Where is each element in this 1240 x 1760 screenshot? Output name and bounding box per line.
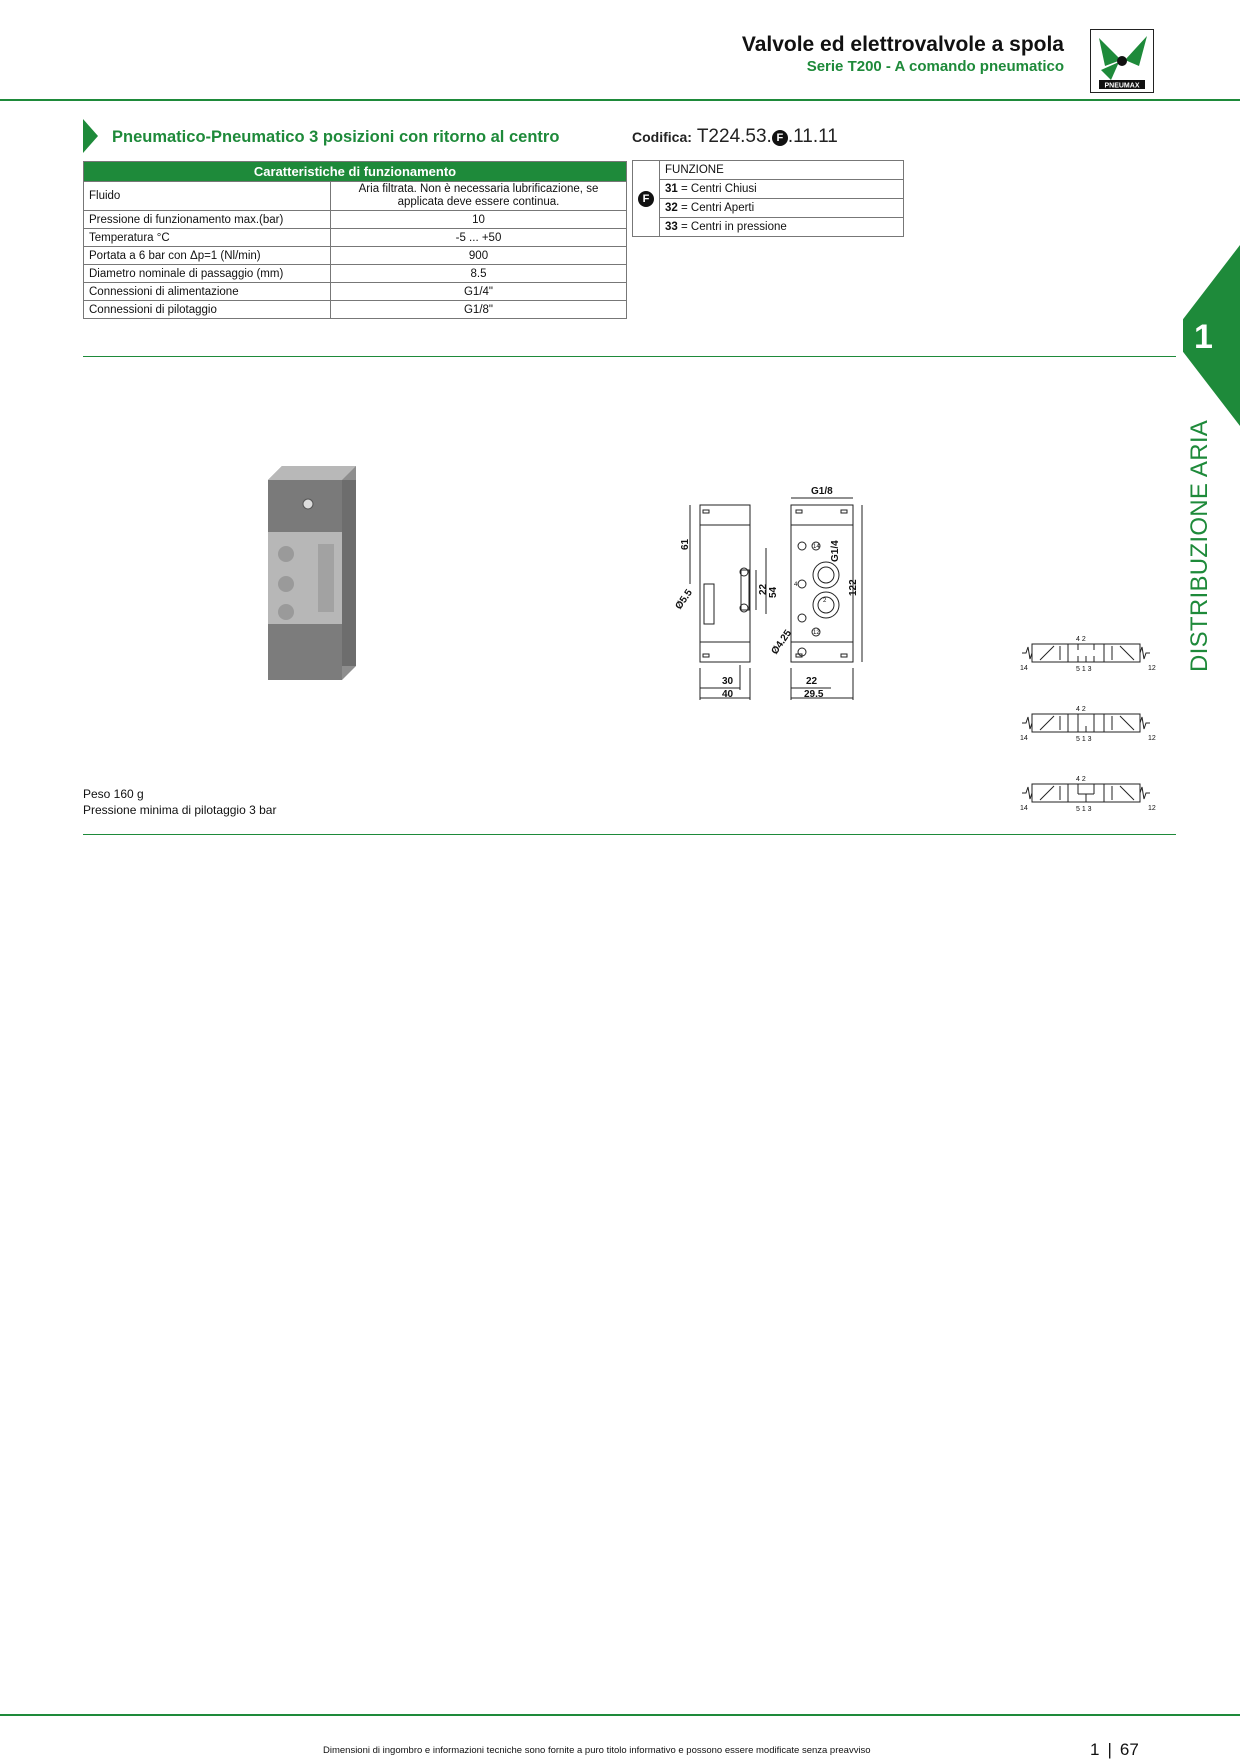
spec-label: Portata a 6 bar con Δp=1 (Nl/min) xyxy=(84,247,331,265)
symbol-port-bottom: 5 1 3 xyxy=(1076,666,1092,673)
function-table xyxy=(632,160,904,237)
hole-label: Ø5.5 xyxy=(673,587,695,612)
port-label: 12 xyxy=(813,630,820,636)
spec-label: Fluido xyxy=(84,182,331,211)
table-row xyxy=(633,218,904,237)
port-label: 2 xyxy=(823,598,827,604)
symbol-port-top: 4 2 xyxy=(1076,636,1086,643)
table-row xyxy=(84,283,627,301)
port-label: 4 xyxy=(794,582,798,588)
symbol-port-right: 12 xyxy=(1148,805,1156,812)
drawing-label-port: G1/4 xyxy=(830,540,841,562)
spec-value: G1/4" xyxy=(331,283,627,301)
dim-label: 122 xyxy=(848,579,859,596)
weight-note: Peso 160 g xyxy=(83,787,144,801)
spec-value: -5 ... +50 xyxy=(331,229,627,247)
section-title: Pneumatico-Pneumatico 3 posizioni con ritorno al centro xyxy=(112,128,560,146)
table-row xyxy=(84,211,627,229)
footer-rule xyxy=(0,1714,1240,1716)
drawing-label-pilot: G1/8 xyxy=(811,486,833,497)
table-row xyxy=(633,199,904,218)
hole-label: Ø4.25 xyxy=(769,628,795,657)
chapter-label: DISTRIBUZIONE ARIA xyxy=(1186,419,1213,672)
dim-label: 22 xyxy=(806,676,818,687)
function-header: FUNZIONE xyxy=(660,161,904,180)
spec-value: G1/8" xyxy=(331,301,627,319)
code-label: Codifica: xyxy=(632,129,692,145)
symbol-port-left: 14 xyxy=(1020,665,1028,672)
function-text: = Centri Aperti xyxy=(677,202,755,214)
pilot-pressure-note: Pressione minima di pilotaggio 3 bar xyxy=(83,803,277,817)
footer-page: 67 xyxy=(1119,1740,1139,1759)
spec-value: Aria filtrata. Non è necessaria lubrificazione, se applicata deve essere continua. xyxy=(331,182,627,211)
dim-label: 22 xyxy=(758,583,769,595)
dim-label: 29.5 xyxy=(804,689,824,700)
table-row xyxy=(84,182,627,211)
code-marker-icon: F xyxy=(772,130,788,146)
characteristics-table xyxy=(83,161,627,319)
spec-value: 10 xyxy=(331,211,627,229)
symbol-port-right: 12 xyxy=(1148,665,1156,672)
logo-text: PNEUMAX xyxy=(1104,82,1140,90)
dim-label: 40 xyxy=(722,689,734,700)
function-code: 33 xyxy=(665,221,678,233)
function-marker-cell xyxy=(633,161,660,237)
symbol-port-bottom: 5 1 3 xyxy=(1076,736,1092,743)
symbol-port-right: 12 xyxy=(1148,735,1156,742)
symbol-port-top: 4 2 xyxy=(1076,776,1086,783)
page-number: 1 | 67 xyxy=(1090,1740,1139,1759)
section-divider xyxy=(83,356,1176,357)
page-subtitle: Serie T200 - A comando pneumatico xyxy=(806,58,1064,75)
spec-label: Diametro nominale di passaggio (mm) xyxy=(84,265,331,283)
footer-disclaimer: Dimensioni di ingombro e informazioni tecniche sono fornite a puro titolo informativo e possono essere modificate senza preavviso xyxy=(323,1745,871,1756)
dim-label: 54 xyxy=(768,586,779,598)
spec-value: 900 xyxy=(331,247,627,265)
valve-product-image xyxy=(268,466,356,680)
ordering-code xyxy=(632,126,838,148)
section-divider xyxy=(83,834,1176,835)
symbol-pressure-centers xyxy=(1020,772,1160,825)
symbol-port-top: 4 2 xyxy=(1076,706,1086,713)
function-marker-icon: F xyxy=(638,191,654,207)
table-row xyxy=(84,265,627,283)
characteristics-header: Caratteristiche di funzionamento xyxy=(84,162,627,182)
symbol-port-bottom: 5 1 3 xyxy=(1076,806,1092,813)
footer-chapter: 1 xyxy=(1090,1740,1100,1759)
spec-label: Connessioni di alimentazione xyxy=(84,283,331,301)
spec-label: Pressione di funzionamento max.(bar) xyxy=(84,211,331,229)
function-text: = Centri in pressione xyxy=(677,221,787,233)
table-row xyxy=(84,301,627,319)
dimension-drawing xyxy=(666,480,876,708)
function-code: 32 xyxy=(665,202,678,214)
symbol-port-left: 14 xyxy=(1020,805,1028,812)
table-row xyxy=(84,247,627,265)
spec-label: Temperatura °C xyxy=(84,229,331,247)
pneumax-logo xyxy=(1090,29,1154,93)
function-code: 31 xyxy=(665,183,678,195)
function-text: = Centri Chiusi xyxy=(677,183,757,195)
code-prefix: T224.53. xyxy=(696,126,772,147)
section-arrow-icon xyxy=(83,119,98,153)
dim-label: 61 xyxy=(680,538,691,550)
product-notes xyxy=(83,786,276,818)
code-suffix: .11.11 xyxy=(787,126,838,147)
chapter-number: 1 xyxy=(1194,318,1213,356)
symbol-closed-centers xyxy=(1020,632,1160,685)
dim-label: 30 xyxy=(722,676,734,687)
spec-value: 8.5 xyxy=(331,265,627,283)
spec-label: Connessioni di pilotaggio xyxy=(84,301,331,319)
port-label: 14 xyxy=(813,544,820,550)
table-row xyxy=(633,180,904,199)
symbol-open-centers xyxy=(1020,702,1160,755)
header-rule xyxy=(0,99,1240,101)
page-title: Valvole ed elettrovalvole a spola xyxy=(741,33,1064,56)
table-row xyxy=(84,229,627,247)
symbol-port-left: 14 xyxy=(1020,735,1028,742)
